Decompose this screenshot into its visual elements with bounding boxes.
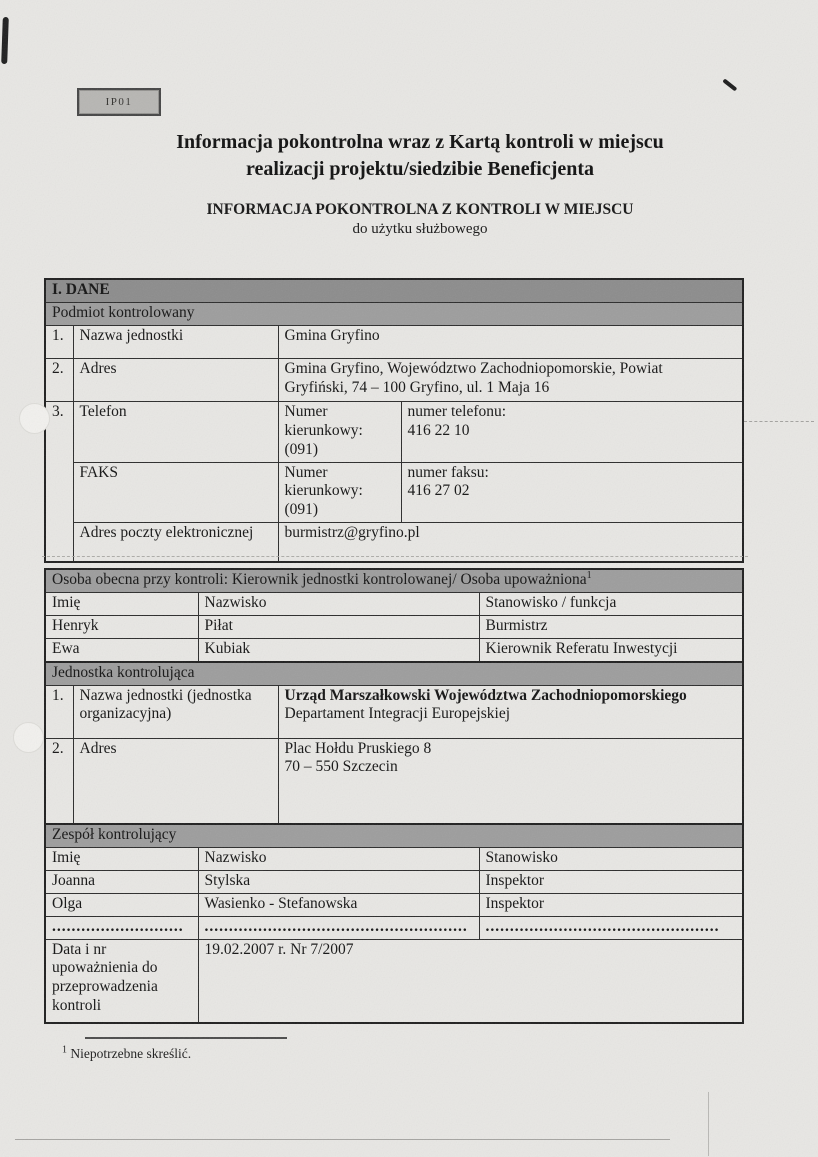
col-header-stanowisko-funkcja: Stanowisko / funkcja	[479, 592, 743, 615]
inspector-last-name: Stylska	[198, 870, 479, 893]
telefon-area-label: Numer kierunkowy:	[284, 402, 363, 439]
document-title	[60, 129, 780, 183]
hole-punch	[19, 403, 50, 434]
dotted-placeholder-cell: ...........................	[45, 916, 198, 939]
table-row	[45, 638, 743, 661]
inspector-first-name: Olga	[45, 893, 198, 916]
jednostka-department: Departament Integracji Europejskiej	[284, 705, 511, 723]
adres-line1: Gmina Gryfino, Województwo Zachodniopomorskie, Powiat	[284, 359, 663, 377]
faks-area-value: (091)	[284, 501, 319, 519]
row-label-nazwa-jednostki: Nazwa jednostki	[73, 325, 278, 358]
subsection-header-jednostka: Jednostka kontrolująca	[45, 662, 743, 685]
row-label-nazwa-jednostki-org: Nazwa jednostki (jednostka organizacyjna)	[73, 685, 278, 738]
scan-bottom-vline	[708, 1092, 709, 1156]
jednostka-table	[44, 661, 744, 829]
row-value-adres-jednostki	[278, 738, 743, 828]
jednostka-name: Urząd Marszałkowski Województwa Zachodniopomorskiego	[284, 686, 687, 704]
row-number: 2.	[45, 738, 73, 828]
faks-number-cell	[401, 462, 743, 523]
subsection-header-podmiot: Podmiot kontrolowany	[45, 302, 743, 325]
dane-table	[44, 278, 744, 563]
col-header-stanowisko: Stanowisko	[479, 847, 743, 870]
dotted-placeholder-cell: ......................................................	[198, 916, 479, 939]
document-header	[60, 129, 780, 239]
adres-line2: Gryfiński, 74 – 100 Gryfino, ul. 1 Maja 16	[284, 378, 550, 396]
footnote-marker: 1	[62, 1044, 67, 1056]
form-code-stamp	[77, 88, 161, 116]
col-header-nazwisko: Nazwisko	[198, 592, 479, 615]
subsection-header-zespol: Zespół kontrolujący	[45, 824, 743, 847]
footnote-text: Niepotrzebne skreślić.	[70, 1046, 192, 1061]
inspector-last-name: Wasienko - Stefanowska	[198, 893, 479, 916]
zespol-table-wrap	[44, 823, 744, 1024]
document-subtitle: INFORMACJA POKONTROLNA Z KONTROLI W MIEJSCU	[206, 201, 634, 218]
osoba-table	[44, 568, 744, 663]
row-label-adres: Adres	[73, 358, 278, 401]
zespol-table	[44, 823, 744, 1024]
row-label-data-upowaznienia: Data i nr upoważnienia do przeprowadzenia kontroli	[45, 939, 198, 1023]
row-label-adres-jednostki: Adres	[73, 738, 278, 828]
faks-number-value: 416 27 02	[407, 482, 470, 500]
row-value-nazwa-jednostki-org	[278, 685, 743, 738]
table-row	[45, 893, 743, 916]
dotted-placeholder-cell: ................................................	[479, 916, 743, 939]
telefon-area-cell	[278, 401, 401, 462]
col-header-imie: Imię	[45, 592, 198, 615]
faks-number-label: numer faksu:	[407, 463, 489, 481]
row-number: 2.	[45, 358, 73, 401]
row-value-data-upowaznienia: 19.02.2007 r. Nr 7/2007	[198, 939, 743, 1023]
footnote-ref: 1	[586, 569, 592, 581]
footnote-divider	[85, 1037, 287, 1039]
row-value-nazwa-jednostki: Gmina Gryfino	[278, 325, 743, 358]
scan-artifact-mark	[1, 17, 9, 64]
table-row	[45, 615, 743, 638]
person-last-name: Piłat	[198, 615, 479, 638]
person-first-name: Ewa	[45, 638, 198, 661]
row-value-adres	[278, 358, 743, 401]
faks-area-label: Numer kierunkowy:	[284, 463, 363, 500]
scan-dashed-line	[744, 421, 814, 422]
hole-punch	[13, 722, 44, 753]
document-title-line1: Informacja pokontrolna wraz z Kartą kontroli w miejscu	[176, 131, 664, 153]
osoba-jednostka-table-wrap	[44, 568, 744, 829]
telefon-number-value: 416 22 10	[407, 421, 470, 439]
section-header-dane: I. DANE	[45, 279, 743, 302]
form-code-label: IP01	[105, 96, 133, 108]
person-last-name: Kubiak	[198, 638, 479, 661]
subsection-header-osoba	[45, 569, 743, 592]
person-first-name: Henryk	[45, 615, 198, 638]
telefon-number-label: numer telefonu:	[407, 402, 507, 420]
row-label-telefon: Telefon	[73, 401, 278, 462]
row-label-faks: FAKS	[73, 462, 278, 523]
osoba-header-text: Osoba obecna przy kontroli: Kierownik jednostki kontrolowanej/ Osoba upoważniona	[52, 571, 587, 588]
row-number: 1.	[45, 325, 73, 358]
row-number: 1.	[45, 685, 73, 738]
faks-area-cell	[278, 462, 401, 523]
footnote	[62, 1046, 191, 1062]
person-position: Kierownik Referatu Inwestycji	[479, 638, 743, 661]
telefon-number-cell	[401, 401, 743, 462]
inspector-first-name: Joanna	[45, 870, 198, 893]
person-position: Burmistrz	[479, 615, 743, 638]
document-title-line2: realizacji projektu/siedzibie Beneficjenta	[245, 158, 595, 180]
scan-dashed-line	[42, 556, 748, 557]
jednostka-street: Plac Hołdu Pruskiego 8	[284, 739, 432, 757]
telefon-area-value: (091)	[284, 440, 319, 458]
col-header-imie: Imię	[45, 847, 198, 870]
jednostka-city: 70 – 550 Szczecin	[284, 758, 398, 776]
col-header-nazwisko: Nazwisko	[198, 847, 479, 870]
scan-bottom-line	[15, 1139, 670, 1140]
inspector-position: Inspektor	[479, 870, 743, 893]
row-value-email: burmistrz@gryfino.pl	[278, 523, 743, 562]
scan-pen-tick	[723, 78, 738, 91]
table-row	[45, 870, 743, 893]
table-row-empty-dotted	[45, 916, 743, 939]
row-label-email: Adres poczty elektronicznej	[73, 523, 278, 562]
document-usage-note: do użytku służbowego	[352, 221, 488, 237]
inspector-position: Inspektor	[479, 893, 743, 916]
row-number: 3.	[45, 401, 73, 561]
dane-table-wrap	[44, 278, 744, 563]
